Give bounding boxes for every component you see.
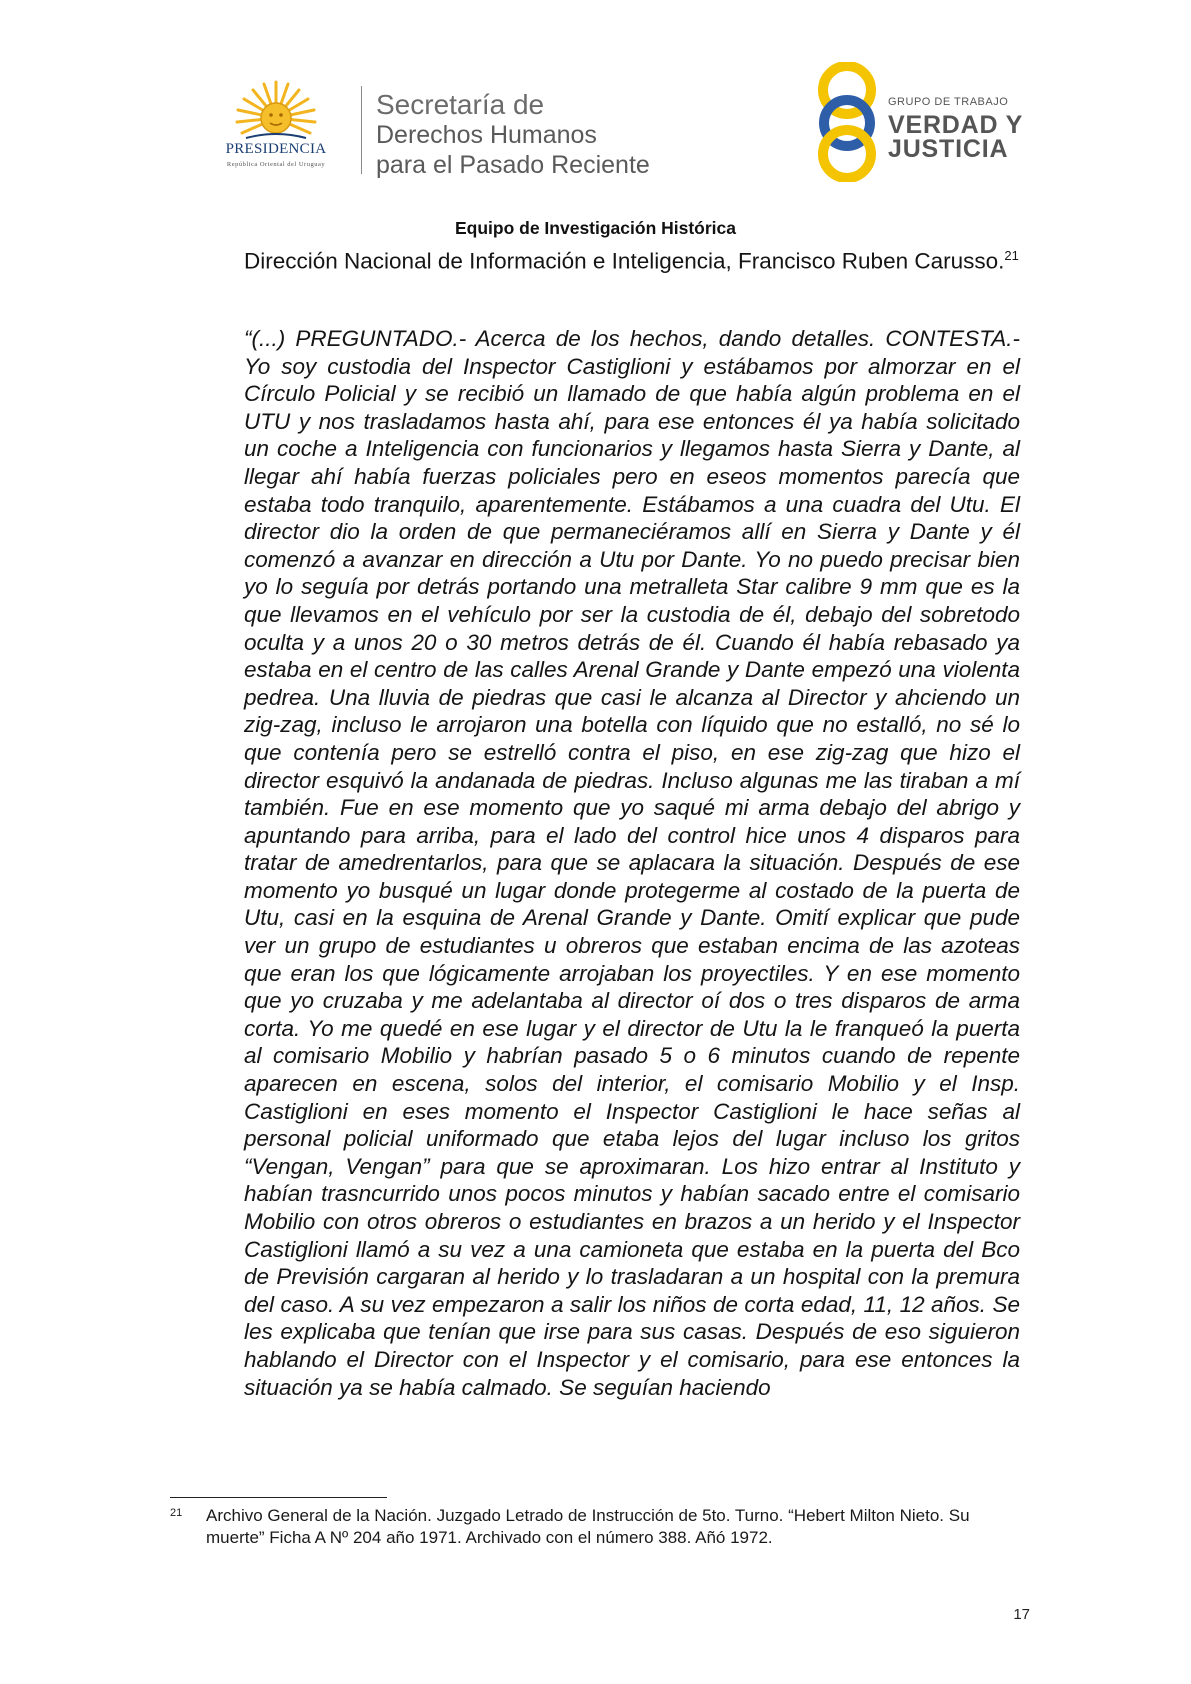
team-title: Equipo de Investigación Histórica (454, 218, 737, 238)
footnote-ref: 21 (1004, 248, 1019, 263)
footnote-number: 21 (170, 1507, 183, 1519)
presidencia-name: PRESIDENCIA (225, 141, 327, 157)
secretaria-line2: Derechos Humanos (376, 121, 597, 149)
secretaria-logo-text (376, 90, 650, 180)
logo-divider (361, 86, 362, 174)
footnote-separator (170, 1497, 387, 1498)
grupo-line1: VERDAD Y (888, 111, 1024, 139)
secretaria-line1: Secretaría de (376, 89, 545, 120)
page-number: 17 (1013, 1606, 1030, 1623)
presidencia-subtitle: República Oriental del Uruguay (226, 161, 326, 168)
grupo-verdad-justicia-logo (812, 62, 1032, 192)
intro-paragraph (244, 242, 1020, 275)
grupo-small-label: GRUPO DE TRABAJO (888, 96, 1009, 108)
sun-emblem-icon (234, 78, 318, 142)
presidencia-logo (196, 78, 356, 178)
footnote-text: Archivo General de la Nación. Juzgado Letrado de Instrucción de 5to. Turno. “Hebert Milton Nieto. Su muerte” Ficha A Nº 204 año 1971. Archivado con el número 388. Añó 1972. (206, 1506, 970, 1547)
intro-text: Dirección Nacional de Información e Inteligencia, Francisco Ruben Carusso. (244, 248, 1005, 274)
page-header (0, 0, 1191, 210)
grupo-line2: JUSTICIA (888, 135, 1009, 163)
testimony-quote: “(...) PREGUNTADO.- Acerca de los hechos, dando detalles. CONTESTA.- Yo soy custodia del Inspector Castiglioni y estábamos por almorzar en el Círculo Policial y se recibió un llamado de que había algún problema en el UTU y nos trasladamos hasta ahí, para ese entonces él ya había solicitado un coche a Inteligencia con funcionarios y llegamos hasta Sierra y Dante, al llegar ahí había fuerzas policiales pero en eseos momentos parecía que estaba todo tranquilo, aparentemente. Estábamos a una cuadra del Utu. El director dio la orden de que permaneciéramos allí en Sierra y Dante y él comenzó a avanzar en dirección a Utu por Dante. Yo no puedo precisar bien yo lo seguía por detrás portando una metralleta Star calibre 9 mm que es la que llevamos en el vehículo por ser la custodia de él, debajo del sobretodo oculta y a unos 20 o 30 metros detrás de él. Cuando él había rebasado ya estaba en el centro de las calles Arenal Grande y Dante empezó una violenta pedrea. Una lluvia de piedras que casi le alcanza al Director y ahciendo un zig-zag, incluso le arrojaron una botella con líquido que no estalló, no sé lo que contenía pero se estrelló contra el piso, en ese zig-zag que hizo el director esquivó la andanada de piedras. Incluso algunas me las tiraban a mí también. Fue en ese momento que yo saqué mi arma debajo del abrigo y apuntando para arriba, para el lado del control hice unos 4 disparos para tratar de amedrentarlos, para que se aplacara la situación. Después de ese momento yo busqué un lugar donde protegerme al costado de la puerta de Utu, casi en la esquina de Arenal Grande y Dante. Omití explicar que pude ver un grupo de estudiantes u obreros que estaban encima de las azoteas que eran los que lógicamente arrojaban los proyectiles. Y en ese momento que yo cruzaba y me adelantaba al director oí dos o tres disparos de arma corta. Yo me quedé en ese lugar y el director de Utu la le franqueó la puerta al comisario Mobilio y habrían pasado 5 o 6 minutos cuando de repente aparecen en escena, solos del interior, el comisario Mobilio y el Insp. Castiglioni en eses momento el Inspector Castiglioni le hace señas al personal policial uniformado que etaba lejos del lugar incluso los gritos “Vengan, Vengan” para que se aproximaran. Los hizo entrar al Instituto y habían trasncurrido unos pocos minutos y habían sacado entre el comisario Mobilio con otros obreros o estudiantes en brazos a un herido y el Inspector Castiglioni llamó a su vez a una camioneta que estaba en la puerta del Bco de Previsión cargaran al herido y lo trasladaran a un hospital con la premura del caso. A su vez empezaron a salir los niños de corta edad, 11, 12 años. Se les explicaba que tenían que irse para sus casas. Después de eso siguieron hablando el Director con el Inspector y el comisario, para ese entonces la situación ya se había calmado. Se seguían haciendo (244, 326, 1020, 1400)
secretaria-line3: para el Pasado Reciente (376, 151, 650, 179)
rings-emblem-icon (812, 62, 882, 182)
